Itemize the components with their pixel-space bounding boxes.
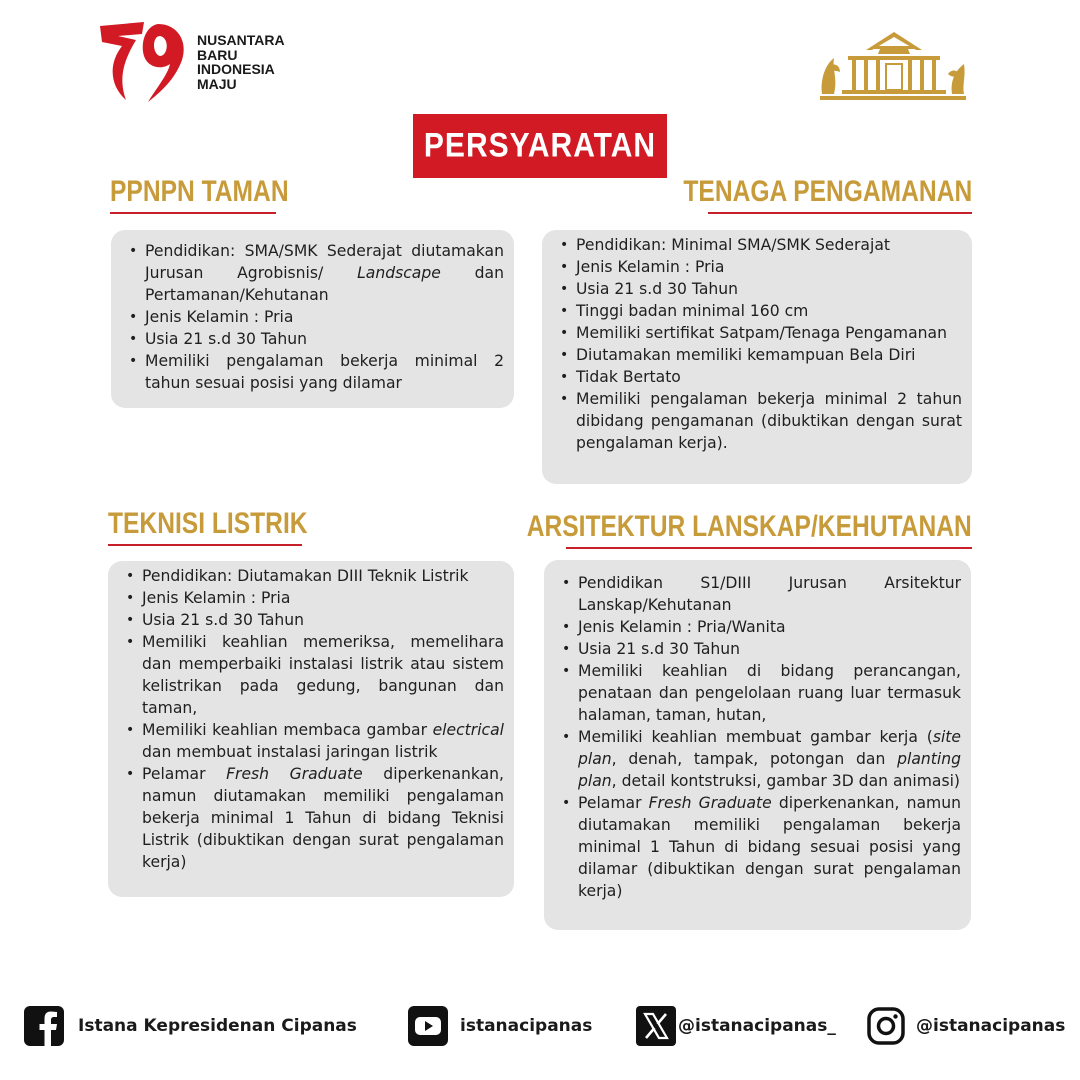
list-item: • Jenis Kelamin : Pria/Wanita [556,616,961,638]
section-heading-ppnpn-taman: PPNPN TAMAN [110,175,289,208]
list-item: • Memiliki sertifikat Satpam/Tenaga Pengamanan [554,322,962,344]
x-icon [636,1006,676,1046]
youtube-handle: istanacipanas [460,1016,593,1036]
logo-line: INDONESIA [197,61,275,77]
youtube-link[interactable] [408,1004,592,1048]
list-item: • Usia 21 s.d 30 Tahun [120,609,504,631]
list-item: • Pendidikan: Diutamakan DIII Teknik Listrik [120,565,504,587]
list-item: • Jenis Kelamin : Pria [123,306,504,328]
list-item: • Pendidikan: Minimal SMA/SMK Sederajat [554,234,962,256]
instagram-icon [866,1006,906,1046]
list-item: • Memiliki keahlian di bidang perancangan, penataan dan pengelolaan ruang luar termasuk halaman, taman, hutan, [556,660,961,726]
list-item: • Memiliki keahlian memeriksa, memelihara dan memperbaiki instalasi listrik atau sistem kelistrikan pada gedung, bangunan dan taman, [120,631,504,719]
hut-79-logo [96,20,188,104]
x-link[interactable] [636,1004,836,1048]
list-item: • Memiliki pengalaman bekerja minimal 2 tahun dibidang pengamanan (dibuktikan dengan surat pengalaman kerja). [554,388,962,454]
list-item: • Usia 21 s.d 30 Tahun [123,328,504,350]
x-handle: @istanacipanas_ [678,1016,836,1036]
section-heading-tenaga-pengamanan: TENAGA PENGAMANAN [683,175,972,208]
requirements-box-arsitektur-lanskap [544,560,971,930]
instagram-handle: @istanacipanas [916,1016,1066,1036]
list-item: • Memiliki pengalaman bekerja minimal 2 tahun sesuai posisi yang dilamar [123,350,504,394]
heading-underline [566,547,972,549]
heading-underline [110,212,276,214]
page-title: PERSYARATAN [423,126,657,165]
list-item: • Pelamar Fresh Graduate diperkenankan, namun diutamakan memiliki pengalaman bekerja minimal 1 Tahun di bidang Teknisi Listrik (dibuktikan dengan surat pengalaman kerja) [120,763,504,873]
list-item: • Jenis Kelamin : Pria [120,587,504,609]
palace-logo [818,28,968,102]
logo-tagline [197,33,285,91]
requirements-box-tenaga-pengamanan [542,230,972,484]
requirements-box-ppnpn-taman [111,230,514,408]
list-item: • Pendidikan: SMA/SMK Sederajat diutamakan Jurusan Agrobisnis/ Landscape dan Pertamanan/Kehutanan [123,240,504,306]
list-item: • Usia 21 s.d 30 Tahun [556,638,961,660]
section-heading-arsitektur-lanskap: ARSITEKTUR LANSKAP/KEHUTANAN [526,510,972,543]
list-item: • Memiliki keahlian membuat gambar kerja (site plan, denah, tampak, potongan dan planting plan, detail kontstruksi, gambar 3D dan animasi) [556,726,961,792]
facebook-handle: Istana Kepresidenan Cipanas [78,1016,357,1036]
logo-line: BARU [197,46,238,63]
list-item: • Tinggi badan minimal 160 cm [554,300,962,322]
instagram-link[interactable] [866,1004,1065,1048]
requirements-box-teknisi-listrik [108,561,514,897]
facebook-icon [24,1006,64,1046]
list-item: • Memiliki keahlian membaca gambar electrical dan membuat instalasi jaringan listrik [120,719,504,763]
title-banner [413,114,667,178]
youtube-icon [408,1006,448,1046]
list-item: • Jenis Kelamin : Pria [554,256,962,278]
list-item: • Diutamakan memiliki kemampuan Bela Diri [554,344,962,366]
logo-line: MAJU [197,75,237,92]
logo-line: NUSANTARA [197,32,285,48]
section-heading-teknisi-listrik: TEKNISI LISTRIK [108,507,308,540]
list-item: • Pendidikan S1/DIII Jurusan Arsitektur Lanskap/Kehutanan [556,572,961,616]
heading-underline [708,212,972,214]
heading-underline [108,544,302,546]
list-item: • Pelamar Fresh Graduate diperkenankan, namun diutamakan memiliki pengalaman bekerja minimal 1 Tahun di bidang sesuai posisi yang dilamar (dibuktikan dengan surat pengalaman kerja) [556,792,961,902]
facebook-link[interactable] [24,1004,357,1048]
list-item: • Usia 21 s.d 30 Tahun [554,278,962,300]
list-item: • Tidak Bertato [554,366,962,388]
